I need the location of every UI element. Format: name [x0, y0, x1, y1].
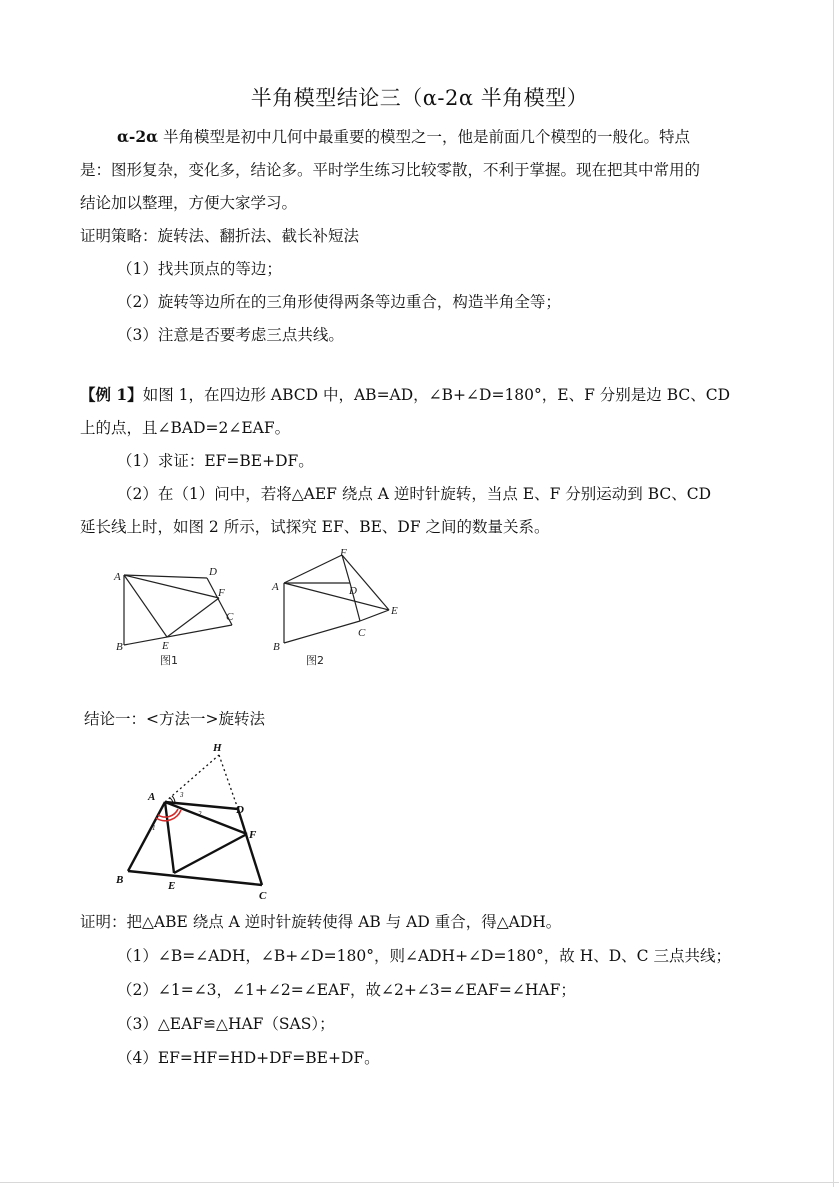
- figure-3-angle-numbers: [152, 791, 202, 832]
- fig2-caption: 图2: [306, 654, 324, 667]
- fig3-angle-3: 3: [180, 791, 184, 799]
- fig3-label-b: B: [116, 874, 124, 886]
- fig2-label-a: A: [272, 581, 279, 593]
- example-question-2: （2）在（1）问中，若将△AEF 绕点 A 逆时针旋转，当点 E、F 分别运动到 BC、CD: [117, 485, 712, 503]
- strategy-step: （1）找共顶点的等边；: [117, 260, 282, 278]
- example-line-1: [80, 385, 730, 405]
- example-question-1: （1）求证：EF=BE+DF。: [117, 452, 314, 470]
- fig2-edge-ce: [360, 610, 389, 621]
- fig2-label-c: C: [358, 627, 366, 639]
- intro-text-1: 半角模型是初中几何中最重要的模型之一，他是前面几个模型的一般化。特点: [158, 128, 691, 146]
- proof-step: （3）△EAF≌△HAF（SAS）；: [117, 1015, 335, 1033]
- fig1-edge-ae: [124, 575, 167, 637]
- fig3-label-h: H: [213, 742, 222, 754]
- fig3-angle-3-marks: [170, 796, 175, 803]
- intro-line-3: 结论加以整理，方便大家学习。: [80, 194, 298, 212]
- fig3-edge-dc: [238, 809, 262, 885]
- fig3-angle-arc-outer: [156, 810, 181, 821]
- fig3-edge-ae: [165, 802, 174, 873]
- figure-1-labels: [113, 566, 234, 667]
- proof-step: （4）EF=HF=HD+DF=BE+DF。: [117, 1049, 380, 1067]
- strategy-heading: 证明策略：旋转法、翻折法、截长补短法: [80, 227, 360, 245]
- fig1-edge-af: [124, 575, 219, 598]
- figure-3-labels: [115, 742, 267, 902]
- strategy-step: （2）旋转等边所在的三角形使得两条等边重合，构造半角全等；: [117, 293, 561, 311]
- page-title: 半角模型结论三（α-2α 半角模型）: [250, 86, 589, 110]
- fig2-label-e: E: [391, 605, 398, 617]
- proof-step: （1）∠B=∠ADH，∠B+∠D=180°，则∠ADH+∠D=180°，故 H、D、C 三点共线；: [117, 947, 731, 965]
- fig3-edge-bc: [128, 871, 262, 885]
- example-question-2-cont: 延长线上时，如图 2 所示，试探究 EF、BE、DF 之间的数量关系。: [80, 518, 550, 536]
- strategy-step: （3）注意是否要考虑三点共线。: [117, 326, 344, 344]
- fig1-edge-dc: [207, 578, 232, 625]
- fig3-dotted-ah: [165, 755, 219, 802]
- intro-lead: α-2α: [117, 127, 159, 146]
- fig3-label-f: F: [249, 829, 257, 841]
- figure-3-dotted: [165, 755, 238, 809]
- fig2-edge-fd: [342, 555, 350, 583]
- proof-step: （2）∠1=∠3，∠1+∠2=∠EAF，故∠2+∠3=∠EAF=∠HAF；: [117, 981, 576, 999]
- page-edge-bottom: [0, 1182, 839, 1183]
- fig3-edge-ad: [165, 802, 238, 809]
- fig2-edge-ae: [284, 583, 389, 610]
- example-label: 【例 1】: [80, 385, 143, 404]
- fig1-caption: 图1: [160, 654, 178, 667]
- fig1-label-f: F: [218, 587, 225, 599]
- fig3-edge-af: [165, 802, 247, 834]
- fig3-angle-1: 1: [152, 824, 156, 832]
- fig2-label-f: F: [340, 547, 347, 559]
- fig2-label-d: D: [349, 585, 357, 597]
- fig1-label-c: C: [226, 611, 234, 623]
- fig3-dotted-hd: [219, 755, 238, 809]
- fig1-edge-ef: [167, 598, 219, 637]
- fig2-label-b: B: [273, 641, 280, 653]
- page-edge-right: [833, 0, 834, 1187]
- fig3-angle3-arc-2: [172, 796, 175, 803]
- fig3-label-a: A: [148, 791, 156, 803]
- fig1-label-e: E: [162, 640, 169, 652]
- figure-2-labels: [271, 547, 398, 667]
- proof-intro: 证明：把△ABE 绕点 A 逆时针旋转使得 AB 与 AD 重合，得△ADH。: [80, 913, 562, 931]
- fig3-angle-marks: [156, 809, 181, 821]
- fig3-angle3-arc-1: [170, 798, 173, 803]
- fig3-label-e: E: [168, 880, 176, 892]
- intro-line-2: 是：图形复杂，变化多，结论多。平时学生练习比较零散，不利于掌握。现在把其中常用的: [80, 161, 701, 179]
- fig3-angle-2: 2: [198, 810, 202, 818]
- conclusion-heading: 结论一：<方法一>旋转法: [84, 710, 265, 728]
- figure-1: [124, 575, 232, 645]
- fig3-angle-arc-inner: [158, 809, 178, 817]
- fig3-edge-ef: [174, 834, 247, 873]
- fig2-edge-bc: [284, 621, 360, 643]
- example-text-1: 如图 1，在四边形 ABCD 中，AB=AD，∠B+∠D=180°，E、F 分别是边 BC、CD: [142, 386, 731, 404]
- fig1-label-d: D: [209, 566, 217, 578]
- fig2-edge-dc: [350, 583, 360, 621]
- fig3-label-c: C: [259, 890, 267, 902]
- fig1-label-b: B: [116, 641, 123, 653]
- fig2-edge-fe: [342, 555, 389, 610]
- fig1-label-a: A: [114, 571, 121, 583]
- fig3-edge-ab: [128, 802, 165, 871]
- fig2-edge-af: [284, 555, 342, 583]
- fig3-label-d: D: [236, 804, 244, 816]
- example-line-2: 上的点，且∠BAD=2∠EAF。: [80, 419, 291, 437]
- fig1-edge-ad: [124, 575, 207, 578]
- fig1-edge-bc: [124, 625, 232, 645]
- figure-2: [284, 555, 389, 643]
- figure-3: [128, 802, 262, 885]
- intro-line-1: [117, 127, 690, 147]
